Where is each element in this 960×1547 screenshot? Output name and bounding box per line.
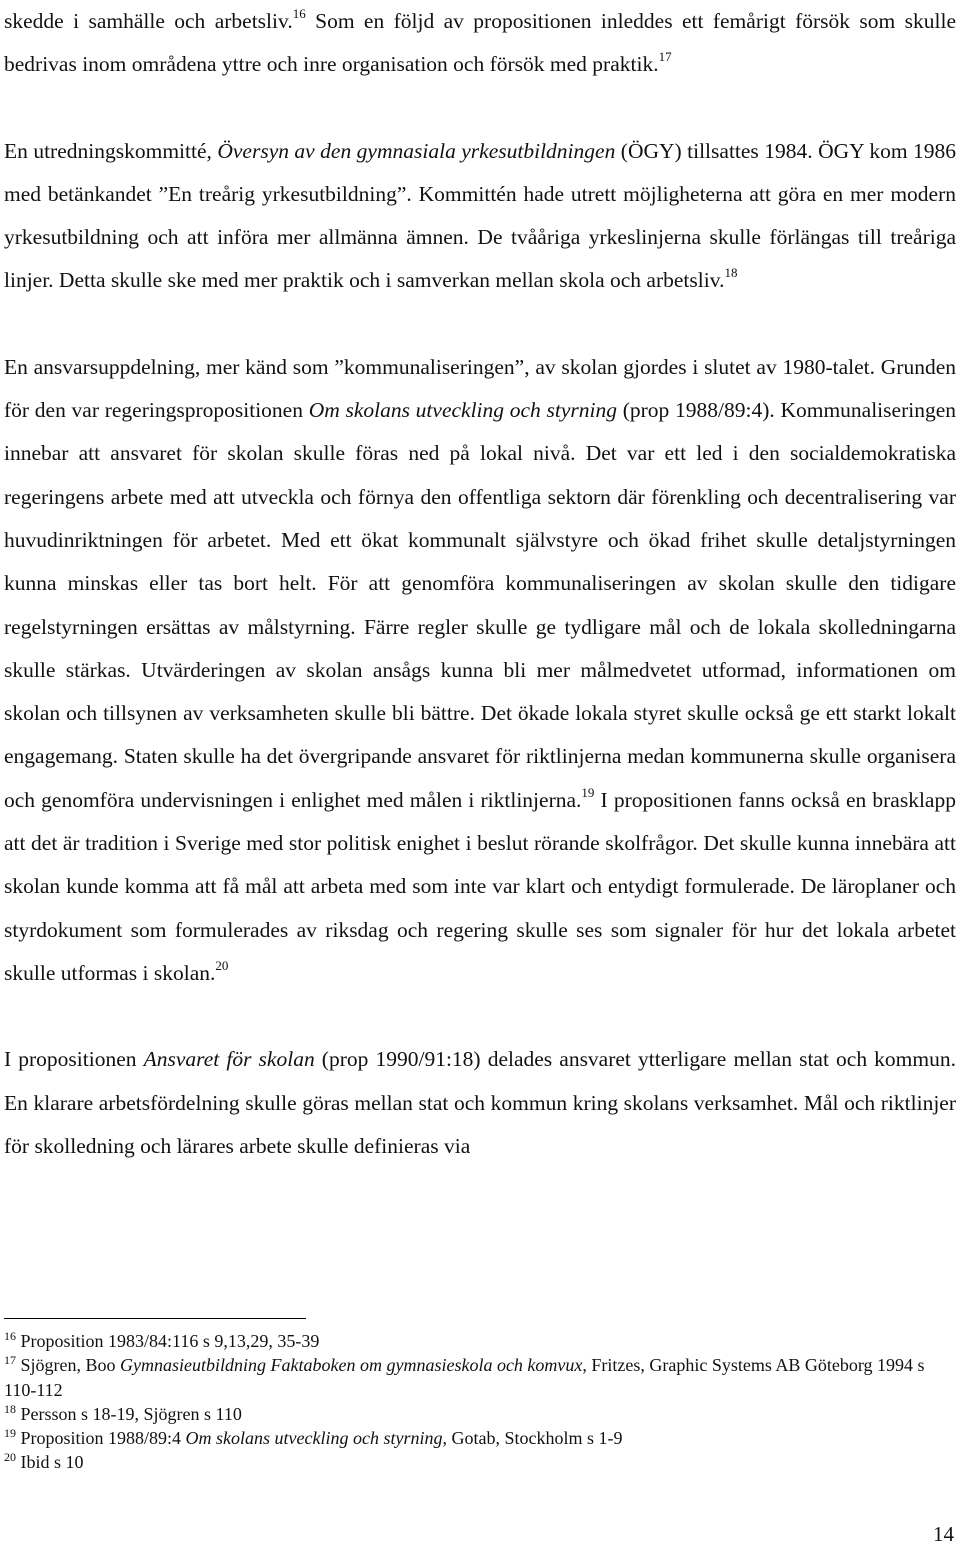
footnotes <box>4 1329 956 1475</box>
footnote-ref: 16 <box>4 1329 16 1343</box>
footnote-18 <box>4 1402 956 1426</box>
paragraph-4 <box>4 1038 956 1168</box>
text-run: , Fritzes, Graphic Systems AB Göteborg 1994 s 110-112 <box>4 1355 925 1400</box>
footnote-ref: 17 <box>658 49 672 65</box>
footnote-20 <box>4 1450 956 1474</box>
footnote-ref: 18 <box>724 265 738 281</box>
footnote-16 <box>4 1329 956 1353</box>
footnote-ref: 19 <box>581 784 595 800</box>
text-run: (prop 1990/91:18) delades ansvaret ytterligare mellan stat och kommun. En klarare arbetsfördelning skulle göras mellan stat och kommun kring skolans verksamhet. Mål och riktlinjer för skolledning och lärares arbete skulle definieras via <box>4 1047 957 1158</box>
text-run: Som en följd av propositionen inleddes ett femårigt försök som skulle bedrivas inom områdena yttre och inre organisation och försök med praktik. <box>4 9 956 77</box>
footnote-ref: 20 <box>4 1450 16 1465</box>
text-run: En ansvarsuppdelning, mer känd som ”kommunaliseringen”, av skolan gjordes i slutet av 1980-talet. Grunden för den var regeringspropositionen <box>4 354 956 423</box>
text-run: skedde i samhälle och arbetsliv. <box>4 9 293 33</box>
paragraph-3 <box>4 346 956 995</box>
italic-title: Om skolans utveckling och styrning <box>308 398 617 423</box>
italic-title: Översyn av den gymnasiala yrkesutbildningen <box>217 138 616 163</box>
paragraph-1 <box>4 0 956 87</box>
text-run: Proposition 1988/89:4 <box>16 1428 186 1449</box>
footnote-separator <box>4 1318 306 1319</box>
footnote-ref: 16 <box>292 6 306 21</box>
page-number: 14 <box>933 1522 954 1546</box>
italic-title: Gymnasieutbildning Faktaboken om gymnasieskola och komvux <box>120 1355 583 1376</box>
paragraph-2 <box>4 130 956 303</box>
italic-title: Om skolans utveckling och styrning <box>185 1428 443 1449</box>
footnote-17 <box>4 1353 956 1402</box>
text-run: I propositionen <box>4 1047 144 1072</box>
text-run: I propositionen fanns också en brasklapp att det är tradition i Sverige med stor politisk enighet i beslut rörande skolfrågor. Det skulle kunna innebära att skolan kunde komma att få mål att arbeta med som inte var klart och entydigt formulerade. De läroplaner och styrdokument som formulerades av riksdag och regering skulle ses som signaler för hur det lokala arbetet skulle utformas i skolan. <box>4 787 956 985</box>
text-run: , Gotab, Stockholm s 1-9 <box>442 1428 623 1449</box>
text-run: Sjögren, Boo <box>16 1355 121 1376</box>
footnote-ref: 20 <box>215 957 229 973</box>
text-run: (ÖGY) tillsattes 1984. ÖGY kom 1986 med betänkandet ”En treårig yrkesutbildning”. Kommittén hade utrett möjligheterna att göra en mer modern yrkesutbildning och att införa mer allmänna ämnen. De tvååriga yrkeslinjerna skulle förlängas till treåriga linjer. Detta skulle ske med mer praktik och i samverkan mellan skola och arbetsliv. <box>4 138 956 293</box>
italic-title: Ansvaret för skolan <box>143 1047 315 1072</box>
footnote-19 <box>4 1426 956 1450</box>
text-run: Persson s 18-19, Sjögren s 110 <box>16 1403 242 1424</box>
footnote-ref: 18 <box>4 1401 16 1416</box>
footnote-ref: 19 <box>4 1426 16 1441</box>
footnote-ref: 17 <box>4 1353 16 1368</box>
text-run: (prop 1988/89:4). Kommunaliseringen innebar att ansvaret för skolan skulle föras ned på lokal nivå. Det var ett led i den socialdemokratiska regeringens arbete med att utveckla och förnya den offentliga sektorn där förenkling och decentralisering var huvudinriktningen för arbetet. Med ett ökat kommunalt självstyre och ökad frihet skulle detaljstyrningen kunna minskas eller tas bort helt. För att genomföra kommunaliseringen av skolan skulle den tidigare regelstyrningen ersättas av målstyrning. Färre regler skulle ge tydligare mål och de lokala skolledningarna skulle stärkas. Utvärderingen av skolan ansågs kunna bli mer målmedvetet utformad, informationen om skolan och tillsynen av verksamheten skulle bli bättre. Det ökade lokala styret skulle också ge ett starkt lokalt engagemang. Staten skulle ha det övergripande ansvaret för riktlinjerna medan kommunerna skulle organisera och genomföra undervisningen i enlighet med målen i riktlinjerna. <box>4 398 956 812</box>
document-page <box>4 0 956 1168</box>
text-run: En utredningskommitté, <box>4 138 218 163</box>
text-run: Ibid s 10 <box>16 1452 84 1473</box>
text-run: Proposition 1983/84:116 s 9,13,29, 35-39 <box>16 1331 320 1351</box>
